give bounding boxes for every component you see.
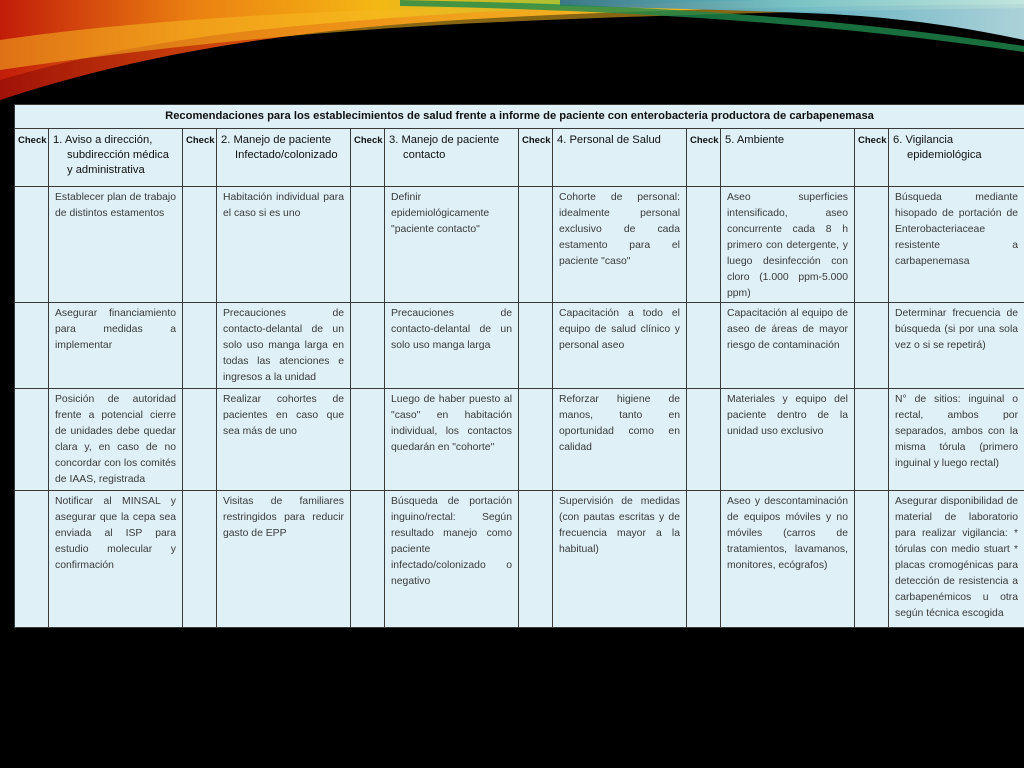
table-cell: Notificar al MINSAL y asegurar que la cepa sea enviada al ISP para estudio molecular y confirmación <box>49 491 183 628</box>
table-cell: Materiales y equipo del paciente dentro de la unidad uso exclusivo <box>721 389 855 491</box>
check-header: Check <box>519 129 553 187</box>
table-cell: Definir epidemiológicamente "paciente contacto" <box>385 187 519 303</box>
check-cell[interactable] <box>519 187 553 303</box>
table-cell: Luego de haber puesto al "caso" en habitación individual, los contactos quedarán en "cohorte" <box>385 389 519 491</box>
table-cell: Aseo y descontaminación de equipos móviles y no móviles (carros de tratamientos, lavamanos, monitores, ecógrafos) <box>721 491 855 628</box>
check-cell[interactable] <box>183 303 217 389</box>
check-cell[interactable] <box>15 303 49 389</box>
column-header-4: 4. Personal de Salud <box>553 129 687 187</box>
check-cell[interactable] <box>351 303 385 389</box>
table-cell: Posición de autoridad frente a potencial cierre de unidades debe quedar clara y, en caso de no concordar con los comités de IAAS, registrada <box>49 389 183 491</box>
check-header: Check <box>855 129 889 187</box>
check-cell[interactable] <box>855 187 889 303</box>
check-cell[interactable] <box>183 389 217 491</box>
table-cell: Determinar frecuencia de búsqueda (si por una sola vez o si se repetirá) <box>889 303 1024 389</box>
table-cell: Establecer plan de trabajo de distintos estamentos <box>49 187 183 303</box>
table-cell: Capacitación al equipo de aseo de áreas de mayor riesgo de contaminación <box>721 303 855 389</box>
check-cell[interactable] <box>15 491 49 628</box>
check-cell[interactable] <box>183 491 217 628</box>
decorative-banner <box>0 0 1024 105</box>
table-row <box>15 389 1024 491</box>
check-cell[interactable] <box>855 491 889 628</box>
table-row <box>15 187 1024 303</box>
column-header-5: 5. Ambiente <box>721 129 855 187</box>
column-header-6: 6. Vigilancia epidemiológica <box>889 129 1024 187</box>
check-cell[interactable] <box>351 389 385 491</box>
table-cell: Habitación individual para el caso si es uno <box>217 187 351 303</box>
check-header: Check <box>15 129 49 187</box>
check-cell[interactable] <box>687 389 721 491</box>
check-cell[interactable] <box>15 389 49 491</box>
column-header-3: 3. Manejo de paciente contacto <box>385 129 519 187</box>
check-cell[interactable] <box>183 187 217 303</box>
check-cell[interactable] <box>15 187 49 303</box>
table-cell: Reforzar higiene de manos, tanto en oportunidad como en calidad <box>553 389 687 491</box>
check-cell[interactable] <box>351 491 385 628</box>
check-cell[interactable] <box>519 491 553 628</box>
recommendations-table-container <box>14 104 1022 628</box>
table-cell: Supervisión de medidas (con pautas escritas y de frecuencia mayor a la habitual) <box>553 491 687 628</box>
check-cell[interactable] <box>687 303 721 389</box>
check-cell[interactable] <box>519 389 553 491</box>
check-header: Check <box>687 129 721 187</box>
check-cell[interactable] <box>687 491 721 628</box>
check-header: Check <box>183 129 217 187</box>
column-header-2: 2. Manejo de paciente Infectado/colonizado <box>217 129 351 187</box>
table-cell: Búsqueda mediante hisopado de portación de Enterobacteriaceae resistente a carbapenemasa <box>889 187 1024 303</box>
check-cell[interactable] <box>687 187 721 303</box>
table-cell: Búsqueda de portación inguino/rectal: Según resultado manejo como paciente infectado/colonizado o negativo <box>385 491 519 628</box>
table-row <box>15 491 1024 628</box>
table-cell: Realizar cohortes de pacientes en caso que sea más de uno <box>217 389 351 491</box>
check-header: Check <box>351 129 385 187</box>
check-cell[interactable] <box>855 303 889 389</box>
check-cell[interactable] <box>351 187 385 303</box>
column-header-1: 1. Aviso a dirección, subdirección médica y administrativa <box>49 129 183 187</box>
table-cell: Capacitación a todo el equipo de salud clínico y personal aseo <box>553 303 687 389</box>
table-cell: Cohorte de personal: idealmente personal exclusivo de cada estamento para el paciente "caso" <box>553 187 687 303</box>
recommendations-table <box>14 104 1024 628</box>
check-cell[interactable] <box>855 389 889 491</box>
table-cell: Precauciones de contacto-delantal de un solo uso manga larga <box>385 303 519 389</box>
check-cell[interactable] <box>519 303 553 389</box>
table-cell: Precauciones de contacto-delantal de un solo uso manga larga en todas las atenciones e ingresos a la unidad <box>217 303 351 389</box>
table-cell: Asegurar disponibilidad de material de laboratorio para realizar vigilancia: * tórulas con medio stuart * placas cromogénicas para detección de resistencia a carbapenémicos u otra según técnica escogida <box>889 491 1024 628</box>
table-cell: Visitas de familiares restringidos para reducir gasto de EPP <box>217 491 351 628</box>
table-cell: N° de sitios: inguinal o rectal, ambos por separados, ambos con la misma tórula (primero inguinal y luego rectal) <box>889 389 1024 491</box>
header-row <box>15 129 1024 187</box>
table-row <box>15 303 1024 389</box>
table-cell: Asegurar financiamiento para medidas a implementar <box>49 303 183 389</box>
table-title: Recomendaciones para los establecimientos de salud frente a informe de paciente con enterobacteria productora de carbapenemasa <box>15 105 1024 129</box>
table-cell: Aseo superficies intensificado, aseo concurrente cada 8 h primero con detergente, y luego desinfección con cloro (1.000 ppm-5.000 ppm) <box>721 187 855 303</box>
